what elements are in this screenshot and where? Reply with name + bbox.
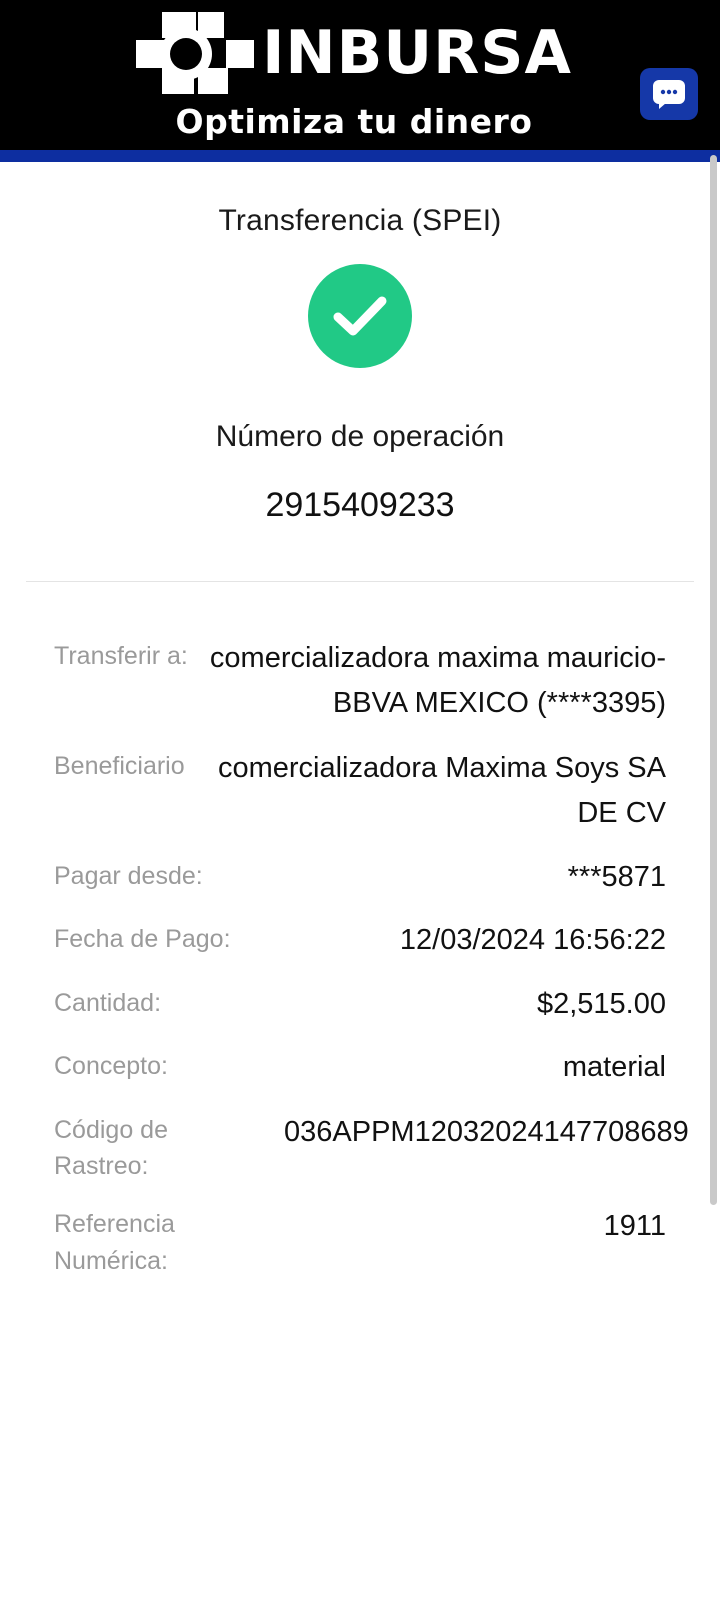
inbursa-logo-icon xyxy=(136,10,254,96)
detail-label: Cantidad: xyxy=(54,988,162,1017)
detail-label: Referencia Numérica: xyxy=(54,1210,175,1275)
status-indicator xyxy=(26,264,694,368)
success-badge xyxy=(308,264,412,368)
brand-name: INBURSA xyxy=(262,17,572,88)
detail-value: ***5871 xyxy=(567,860,666,893)
detail-row xyxy=(26,1100,694,1195)
accent-strip xyxy=(0,150,720,162)
chat-button[interactable] xyxy=(640,68,698,120)
detail-value: comercializadora Maxima Soys SA DE CV xyxy=(217,751,666,829)
brand-logo xyxy=(136,10,572,141)
detail-row xyxy=(26,1036,694,1100)
check-mark-icon xyxy=(330,292,390,340)
section-divider xyxy=(26,581,694,582)
app-header xyxy=(0,0,720,150)
operation-label: Número de operación xyxy=(215,420,505,453)
details-list xyxy=(26,626,694,1289)
vertical-scrollbar[interactable] xyxy=(710,155,717,1205)
detail-row xyxy=(26,846,694,910)
brand-tagline: Optimiza tu dinero xyxy=(175,101,533,141)
detail-value: 12/03/2024 16:56:22 xyxy=(399,924,666,957)
detail-label: Transferir a: xyxy=(54,642,188,670)
receipt-content xyxy=(0,204,720,1289)
detail-row xyxy=(26,736,694,846)
bottom-spacer xyxy=(0,1504,720,1600)
detail-value: 036APPM12032024147708689 xyxy=(284,1115,689,1148)
detail-label: Código de Rastreo: xyxy=(54,1115,168,1180)
detail-label: Pagar desde: xyxy=(54,861,203,890)
detail-label: Concepto: xyxy=(54,1052,168,1081)
detail-row xyxy=(26,1194,694,1289)
chat-bubble-icon xyxy=(652,79,686,109)
page-title: Transferencia (SPEI) xyxy=(218,204,502,237)
detail-row xyxy=(26,973,694,1037)
detail-value: comercializadora maxima mauricio-BBVA MEXICO (****3395) xyxy=(209,642,666,719)
detail-row xyxy=(26,909,694,973)
detail-value: material xyxy=(562,1051,666,1084)
detail-value: 1911 xyxy=(603,1210,666,1243)
detail-label: Beneficiario xyxy=(54,751,185,780)
detail-value: $2,515.00 xyxy=(536,987,666,1020)
detail-row xyxy=(26,626,694,736)
operation-number: 2915409233 xyxy=(265,486,455,524)
detail-label: Fecha de Pago: xyxy=(54,925,231,954)
